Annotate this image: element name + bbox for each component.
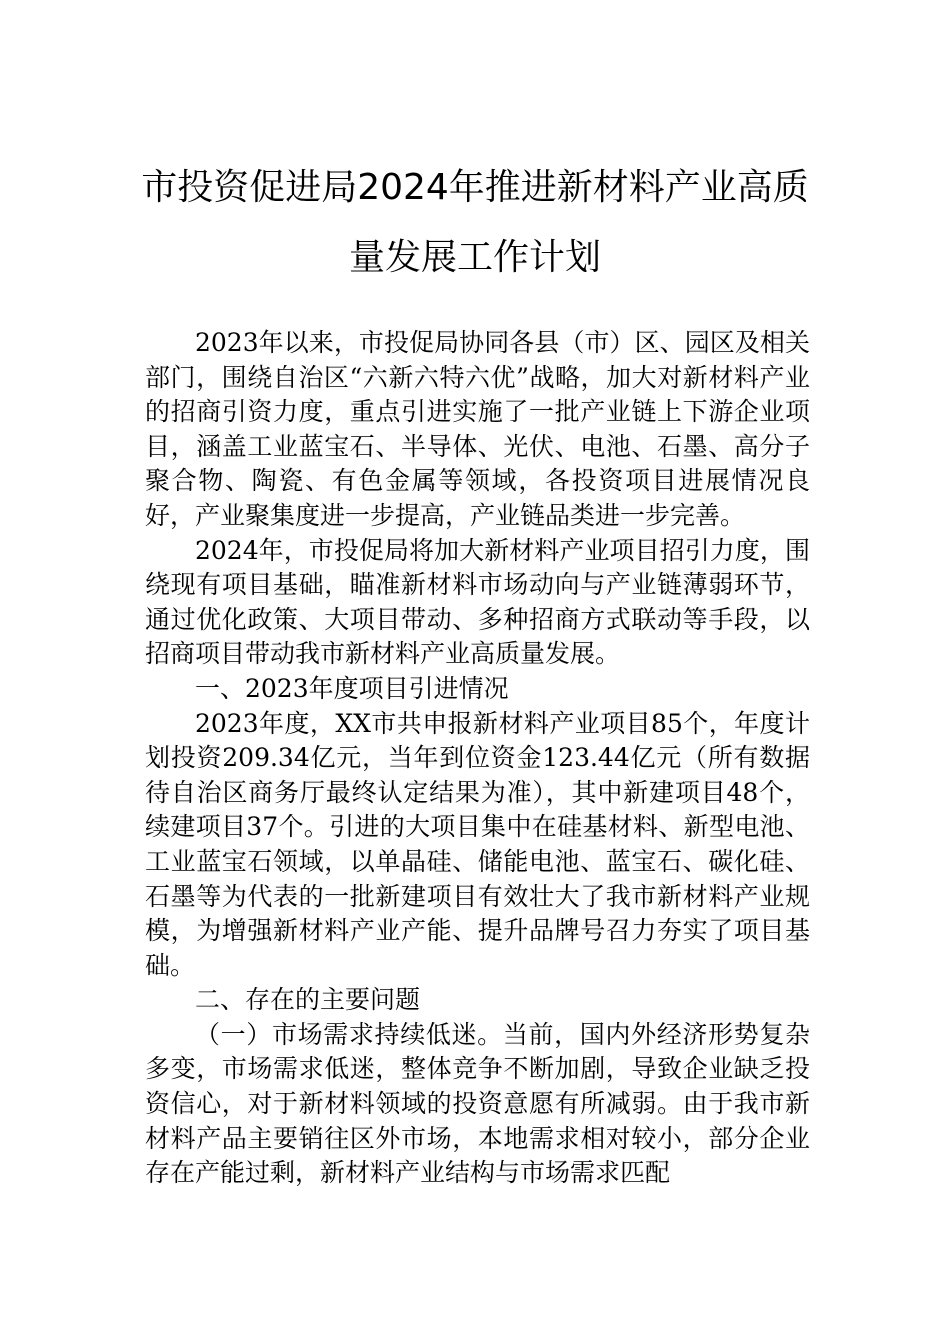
document-body	[145, 326, 810, 1191]
document-title-line-1: 市投资促进局2024年推进新材料产业高质	[141, 167, 809, 208]
paragraph-2024-plan: 2024年，市投促局将加大新材料产业项目招引力度，围绕现有项目基础，瞄准新材料市场动向与产业链薄弱环节，通过优化政策、大项目带动、多种招商方式联动等手段，以招商项目带动我市新材料产业高质量发展。	[145, 535, 810, 669]
section-heading-2: 二、存在的主要问题	[195, 985, 421, 1015]
paragraph-intro: 2023年以来，市投促局协同各县（市）区、园区及相关部门，围绕自治区“六新六特六优”战略，加大对新材料产业的招商引资力度，重点引进实施了一批产业链上下游企业项目，涵盖工业蓝宝石、半导体、光伏、电池、石墨、高分子聚合物、陶瓷、有色金属等领域，各投资项目进展情况良好，产业聚集度进一步提高，产业链品类进一步完善。	[145, 328, 810, 530]
paragraph-market-demand: （一）市场需求持续低迷。当前，国内外经济形势复杂多变，市场需求低迷，整体竞争不断加剧，导致企业缺乏投资信心，对于新材料领域的投资意愿有所减弱。由于我市新材料产品主要销往区外市场，本地需求相对较小，部分企业存在产能过剩，新材料产业结构与市场需求匹配	[145, 1019, 810, 1188]
paragraph-2023-projects: 2023年度，XX市共申报新材料产业项目85个，年度计划投资209.34亿元，当年到位资金123.44亿元（所有数据待自治区商务厅最终认定结果为准），其中新建项目48个，续建项目37个。引进的大项目集中在硅基材料、新型电池、工业蓝宝石领域，以单晶硅、储能电池、蓝宝石、碳化硅、石墨等为代表的一批新建项目有效壮大了我市新材料产业规模，为增强新材料产业产能、提升品牌号召力夯实了项目基础。	[145, 708, 810, 980]
document-title-line-2: 量发展工作计划	[348, 237, 601, 278]
section-heading-1: 一、2023年度项目引进情况	[195, 673, 509, 703]
